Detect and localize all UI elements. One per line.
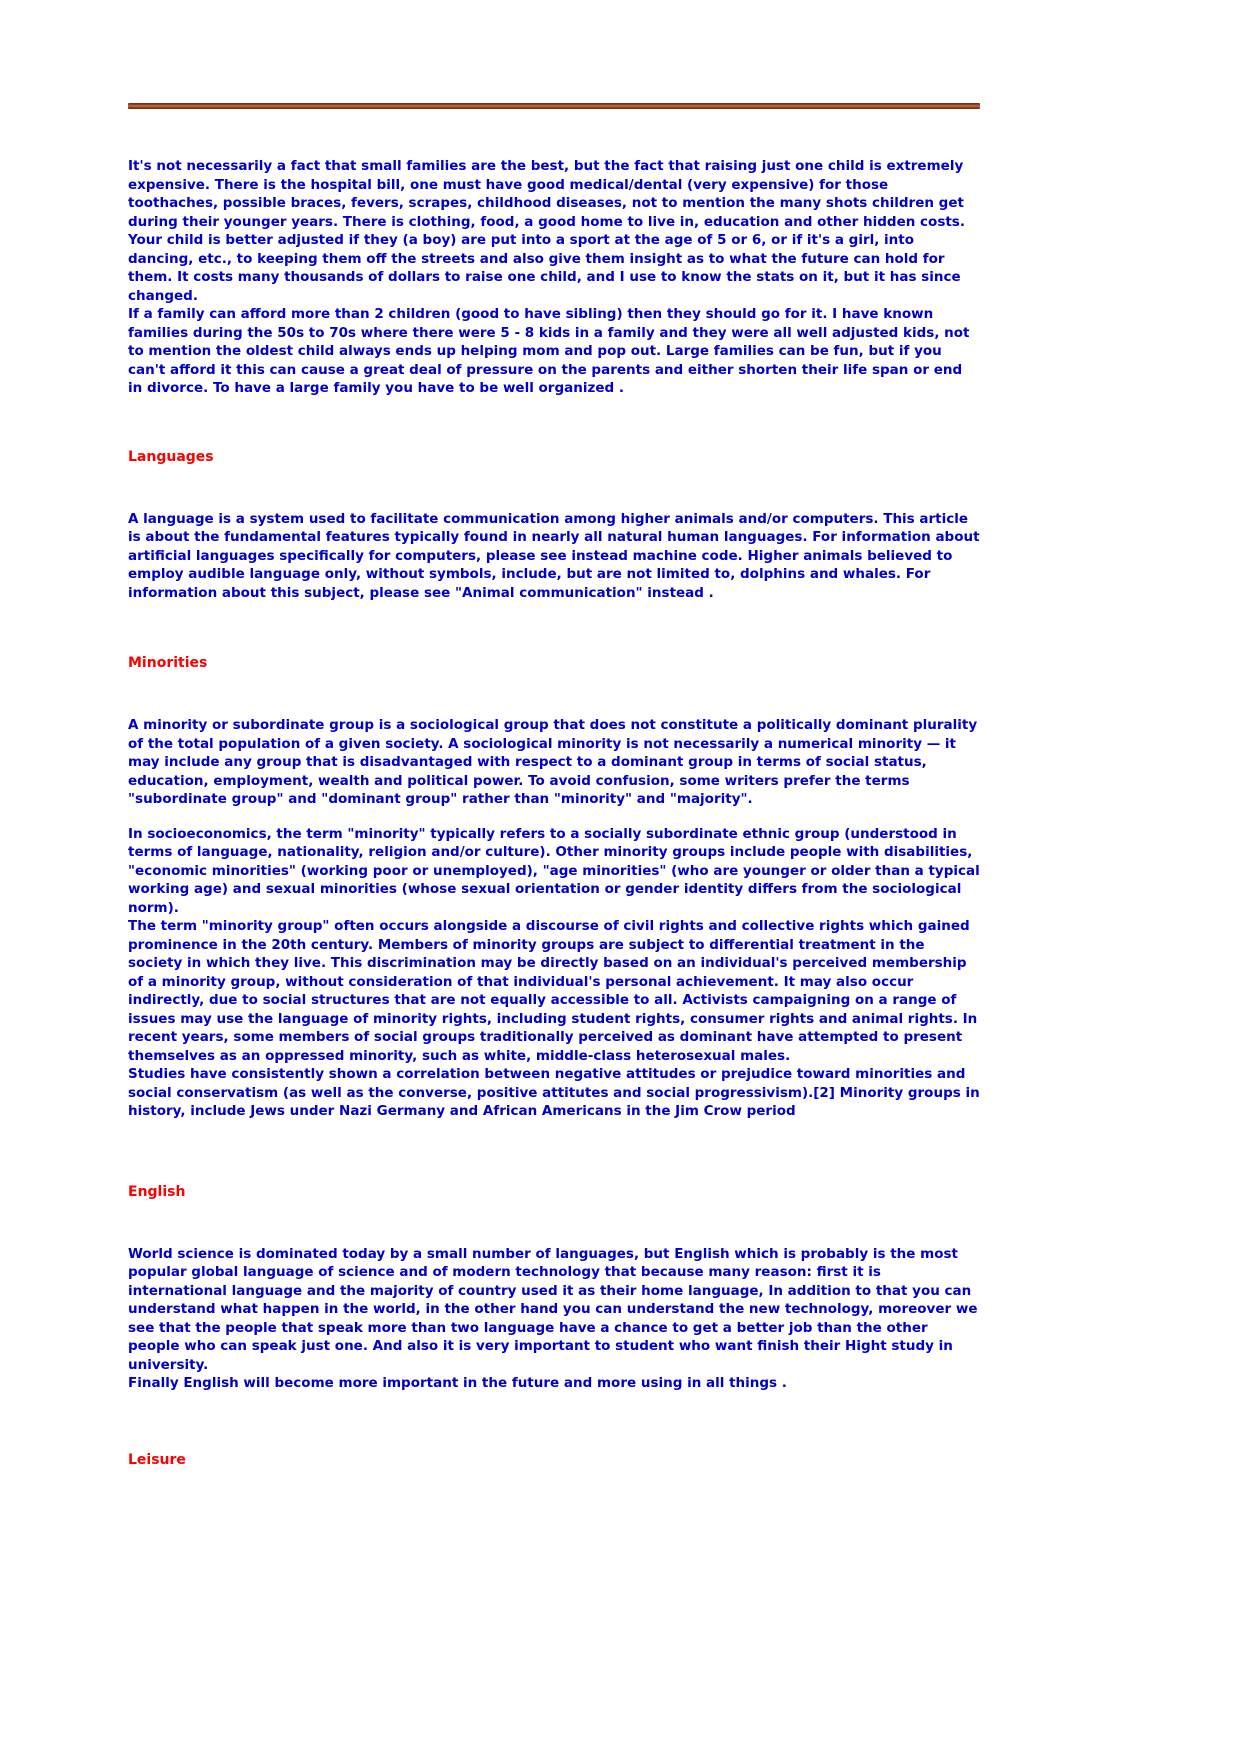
intro-paragraph: It's not necessarily a fact that small families are the best, but the fact that raising just one child is extremely expensive. There is the hospital bill, one must have good medical/dental (very expensive) for those toothaches, possible braces, fevers, scrapes, childhood diseases, not to mention the many shots children get during their younger years. There is clothing, food, a good home to live in, education and other hidden costs. Your child is better adjusted if they (a boy) are put into a sport at the age of 5 or 6, or if it's a girl, into dancing, etc., to keeping them off the streets and also give them insight as to what the future can hold for them. It costs many thousands of dollars to raise one child, and I use to know the stats on it, but it has since changed. If a family can afford more than 2 children (good to have sibling) then they should go for it. I have known families during the 50s to 70s where there were 5 - 8 kids in a family and they were all well adjusted kids, not to mention the oldest child always ends up helping mom and pop out. Large families can be fun, but if you can't afford it this can cause a great deal of pressure on the parents and either shorten their life span or end in divorce. To have a large family you have to be well organized . [128,158,970,396]
languages-paragraph: A language is a system used to facilitate communication among higher animals and/or computers. This article is about the fundamental features typically found in nearly all natural human languages. For information about artificial languages specifically for computers, please see instead machine code. Higher animals believed to employ audible language only, without symbols, include, but are not limited to, dolphins and whales. For information about this subject, please see "Animal communication" instead . [128,510,980,601]
horizontal-rule [128,103,980,109]
minorities-paragraph-1: A minority or subordinate group is a sociological group that does not constitute a politically dominant plurality of the total population of a given society. A sociological minority is not necessarily a numerical minority — it may include any group that is disadvantaged with respect to a dominant group in terms of social status, education, employment, wealth and political power. To avoid confusion, some writers prefer the terms "subordinate group" and "dominant group" rather than "minority" and "majority". [128,717,978,807]
heading-minorities: Minorities [128,655,208,671]
heading-languages: Languages [128,448,214,465]
minorities-paragraph-2: In socioeconomics, the term "minority" typically refers to a socially subordinate ethnic group (understood in terms of language, nationality, religion and/or culture). Other minority groups include people with disabilities, "economic minorities" (working poor or unemployed), "age minorities" (who are younger or older than a typical working age) and sexual minorities (whose sexual orientation or gender identity differs from the sociological norm). The term "minority group" often occurs alongside a discourse of civil rights and collective rights which gained prominence in the 20th century. Members of minority groups are subject to differential treatment in the society in which they live. This discrimination may be directly based on an individual's perceived membership of a minority group, without consideration of that individual's personal achievement. It may also occur indirectly, due to social structures that are not equally accessible to all. Activists campaigning on a range of issues may use the language of minority rights, including student rights, consumer rights and animal rights. In recent years, some members of social groups traditionally perceived as dominant have attempted to present themselves as an oppressed minority, such as white, middle-class heterosexual males. Studies have consistently shown a correlation between negative attitudes or prejudice toward minorities and social conservatism (as well as the converse, positive attitutes and social progressivism).[2] Minority groups in history, include Jews under Nazi Germany and African Americans in the Jim Crow period [128,825,980,1119]
heading-english: English [128,1183,186,1200]
document-page [128,0,980,1469]
english-paragraph: World science is dominated today by a small number of languages, but English which is probably is the most popular global language of science and of modern technology that because many reason: first it is international language and the majority of country used it as their home language, In addition to that you can understand what happen in the world, in the other hand you can understand the new technology, moreover we see that the people that speak more than two language have a chance to get a better job than the other people who can speak just one. And also it is very important to student who want finish their Hight study in university. Finally English will become more important in the future and more using in all things . [128,1245,978,1391]
heading-leisure: Leisure [128,1451,186,1468]
